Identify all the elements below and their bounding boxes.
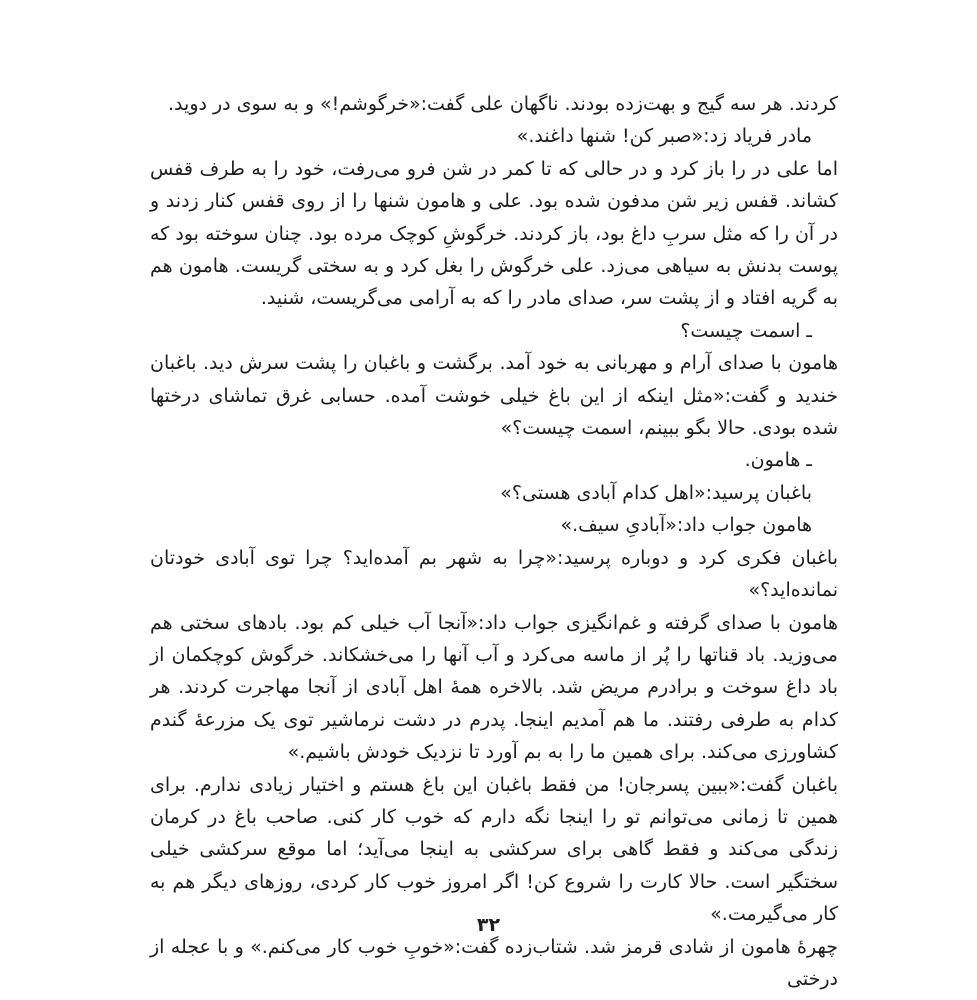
page-number: ۳۲ [476,914,501,936]
body-text [150,88,838,995]
paragraph: ـ اسمت چیست؟ [680,319,812,342]
paragraph: باغبان فکری کرد و دوباره پرسید:«چرا به شهر بم آمده‌اید؟ چرا توی آبادی خودتان نمانده‌اید؟» [150,546,838,602]
paragraph: هامون با صدای گرفته و غم‌انگیزی جواب داد:«آنجا آب خیلی کم بود. بادهای سختی هم می‌وزید. باد قناتها را پُر از ماسه می‌کرد و آب آنها را می‌خشکاند. خرگوش کوچکمان از باد داغ سوخت و برادرم مریض شد. بالاخره همهٔ اهل آبادی از آنجا مهاجرت کردند. هر کدام به طرفی رفتند. ما هم آمدیم اینجا. پدرم در دشت نرماشیر توی یک مزرعهٔ گندم کشاورزی می‌کند. برای همین ما را به بم آورد تا نزدیک خودش باشیم.» [150,611,838,764]
paragraph: هامون جواب داد:«آبادیِ سیف.» [560,514,812,537]
paragraph: ـ هامون. [744,449,812,472]
paragraph: هامون با صدای آرام و مهربانی به خود آمد. برگشت و باغبان را پشت سرش دید. باغبان خندید و گفت:«مثل اینکه از این باغ خیلی خوشت آمده. حسابی غرق تماشای درختها شده بودی. حالا بگو ببینم، اسمت چیست؟» [150,352,838,440]
paragraph: باغبان پرسید:«اهل کدام آبادی هستی؟» [500,481,812,504]
paragraph: کردند. هر سه گیج و بهت‌زده بودند. ناگهان علی گفت:«خرگوشم!» و به سوی در دوید. [168,93,838,115]
paragraph: اما علی در را باز کرد و در حالی که تا کمر در شن فرو می‌رفت، خود را به طرف قفس کشاند. قفس زیر شن مدفون شده بود. علی و هامون شنها را از روی قفس کنار زدند و در آن را که مثل سربِ داغ بود، باز کردند. خرگوشِ کوچک مرده بود. چنان سوخته بود که پوست بدنش به سیاهی می‌زد. علی خرگوش را بغل کرد و به سختی گریست. هامون هم به گریه افتاد و از پشت سر، صدای مادر را که به آرامی می‌گریست، شنید. [150,157,838,310]
paragraph: چهرهٔ هامون از شادی قرمز شد. شتاب‌زده گفت:«خوبِ خوب کار می‌کنم.» و با عجله از درختی [150,935,838,990]
paragraph: باغبان گفت:«ببین پسرجان! من فقط باغبان این باغ هستم و اختیار زیادی ندارم. برای همین تا زمانی می‌توانم تو را اینجا نگه دارم که خوب کار کنی. صاحب باغ در کرمان زندگی می‌کند و فقط گاهی برای سرکشی به اینجا می‌آید؛ اما موقع سرکشی خیلی سختگیر است. حالا کارت را شروع کن! اگر امروز خوب کار کردی، روزهای دیگر هم به کار می‌گیرمت.» [150,773,838,926]
paragraph: مادر فریاد زد:«صبر کن! شنها داغند.» [516,125,812,148]
